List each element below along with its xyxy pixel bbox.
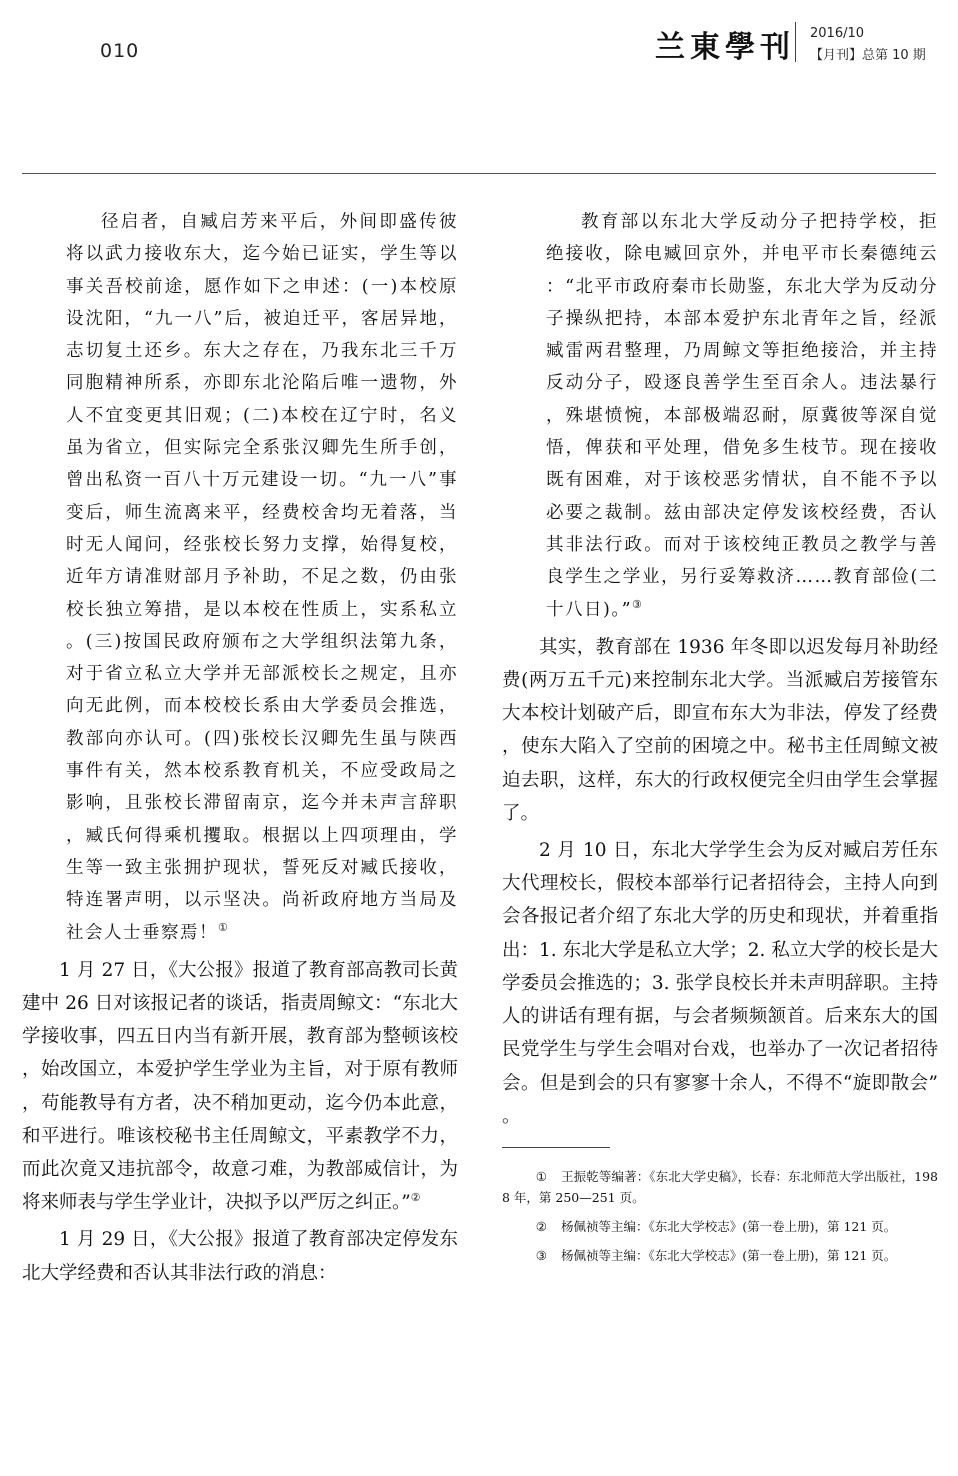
footnote-text: 杨佩祯等主编：《东北大学校志》(第一卷上册)，第 121 页。 bbox=[560, 1247, 897, 1263]
left-paragraph-1-text: 1 月 27 日，《大公报》报道了教育部高教司长黄建中 26 日对该报记者的谈话，指责周鲸文：“东北大学接收事，四五日内当有新开展，教育部为整顿该校，始改国立，本爱护学生学业为主旨，对于原有教师，苟能教导有方者，决不稍加更动，迄今仍本此意，和平进行。唯该校秘书主任周鲸文，平素教学不力，而此次竟又违抗部令，故意刁难，为教部威信计，为将来师表与学生学业计，决拟予以严厉之纠正。” bbox=[22, 959, 458, 1214]
footnote bbox=[502, 1216, 938, 1237]
issue-number: 【月刊】总第 10 期 bbox=[810, 48, 926, 63]
page-number: 010 bbox=[100, 40, 140, 62]
right-quote bbox=[502, 206, 938, 626]
issue-date: 2016/10 bbox=[810, 26, 865, 41]
footnote-marker: ② bbox=[535, 1218, 547, 1234]
left-paragraph-1 bbox=[22, 954, 458, 1220]
footnote-text: 杨佩祯等主编：《东北大学校志》(第一卷上册)，第 121 页。 bbox=[560, 1218, 897, 1234]
right-paragraph-1: 其实，教育部在 1936 年冬即以迟发每月补助经费(两万五千元)来控制东北大学。当派臧启芳接管东大本校计划破产后，即宣布东大为非法，停发了经费，使东大陷入了空前的困境之中。秘书主任周鲸文被迫去职，这样，东大的行政权便完全归由学生会掌握了。 bbox=[502, 636, 938, 824]
left-quote-text: 径启者，自臧启芳来平后，外间即盛传彼将以武力接收东大，迄今始已证实，学生等以事关吾校前途，愿作如下之申述：(一)本校原设沈阳，“九一八”后，被迫迁平，客居异地，志切复土还乡。东大之存在，乃我东北三千万同胞精神所系，亦即东北沦陷后唯一遗物，外人不宜变更其旧观；(二)本校在辽宁时，名义虽为省立，但实际完全系张汉卿先生所手创，曾出私资一百八十万元建设一切。“九一八”事变后，师生流离来平，经费校舍均无着落，当时无人闻问，经张校长努力支撑，始得复校，近年方请准财部月予补助，不足之数，仍由张校长独立筹措，是以本校在性质上，实系私立。(三)按国民政府颁布之大学组织法第九条，对于省立私立大学并无部派校长之规定，且亦向无此例，而本校校长系由大学委员会推选，教部向亦认可。(四)张校长汉卿先生虽与陕西事件有关，然本校系教育机关，不应受政局之影响，且张校长滞留南京，迄今并未声言辞职，臧氏何得乘机攫取。根据以上四项理由，学生等一致主张拥护现状，誓死反对臧氏接收，特连署声明，以示坚决。尚祈政府地方当局及社会人士垂察焉！ bbox=[66, 212, 458, 943]
footnote-marker: ③ bbox=[535, 1247, 547, 1263]
footnote-marker: ① bbox=[535, 1168, 548, 1184]
left-column bbox=[22, 206, 458, 1290]
header-rule bbox=[22, 173, 936, 174]
right-column bbox=[502, 206, 938, 1274]
right-quote-note: ③ bbox=[632, 597, 644, 611]
right-paragraph-2: 2 月 10 日，东北大学学生会为反对臧启芳任东大代理校长，假校本部举行记者招待会，主持人向到会各报记者介绍了东北大学的历史和现状，并着重指出：1. 东北大学是私立大学；2. 私立大学的校长是大学委员会推选的；3. 张学良校长并未声明辞职。主持人的讲话有理有据，与会者频频颔首。后来东大的国民党学生与学生会唱对台戏，也举办了一次记者招待会。但是到会的只有寥寥十余人，不得不“旋即散会”。 bbox=[502, 840, 938, 1127]
header-divider bbox=[795, 22, 796, 62]
left-quote-note: ① bbox=[218, 920, 230, 934]
footnote bbox=[502, 1245, 938, 1266]
left-paragraph-1-note: ② bbox=[410, 1191, 421, 1205]
footnote-rule bbox=[502, 1147, 610, 1148]
journal-title: 兰東學刊 bbox=[655, 30, 795, 65]
right-quote-text: 教育部以东北大学反动分子把持学校，拒绝接收，除电臧回京外，并电平市长秦德纯云：“北平市政府秦市长勋鉴，东北大学为反动分子操纵把持，本部本爱护东北青年之旨，经派臧雷两君整理，乃周鲸文等拒绝接洽，并主持反动分子，殴逐良善学生至百余人。违法暴行，殊堪愤惋，本部极端忍耐，原冀彼等深自觉悟，俾获和平处理，借免多生枝节。现在接收既有困难，对于该校恶劣情状，自不能不予以必要之裁制。兹由部决定停发该校经费，否认其非法行政。而对于该校纯正教员之教学与善良学生之学业，另行妥筹救济……教育部俭(二十八日)。” bbox=[546, 212, 938, 620]
footnote bbox=[502, 1166, 938, 1208]
footnote-text: 王振乾等编著：《东北大学史稿》，长春：东北师范大学出版社，1988 年，第 250—251 页。 bbox=[502, 1168, 938, 1205]
left-quote bbox=[22, 206, 458, 949]
left-paragraph-2: 1 月 29 日，《大公报》报道了教育部决定停发东北大学经费和否认其非法行政的消息： bbox=[22, 1229, 458, 1284]
